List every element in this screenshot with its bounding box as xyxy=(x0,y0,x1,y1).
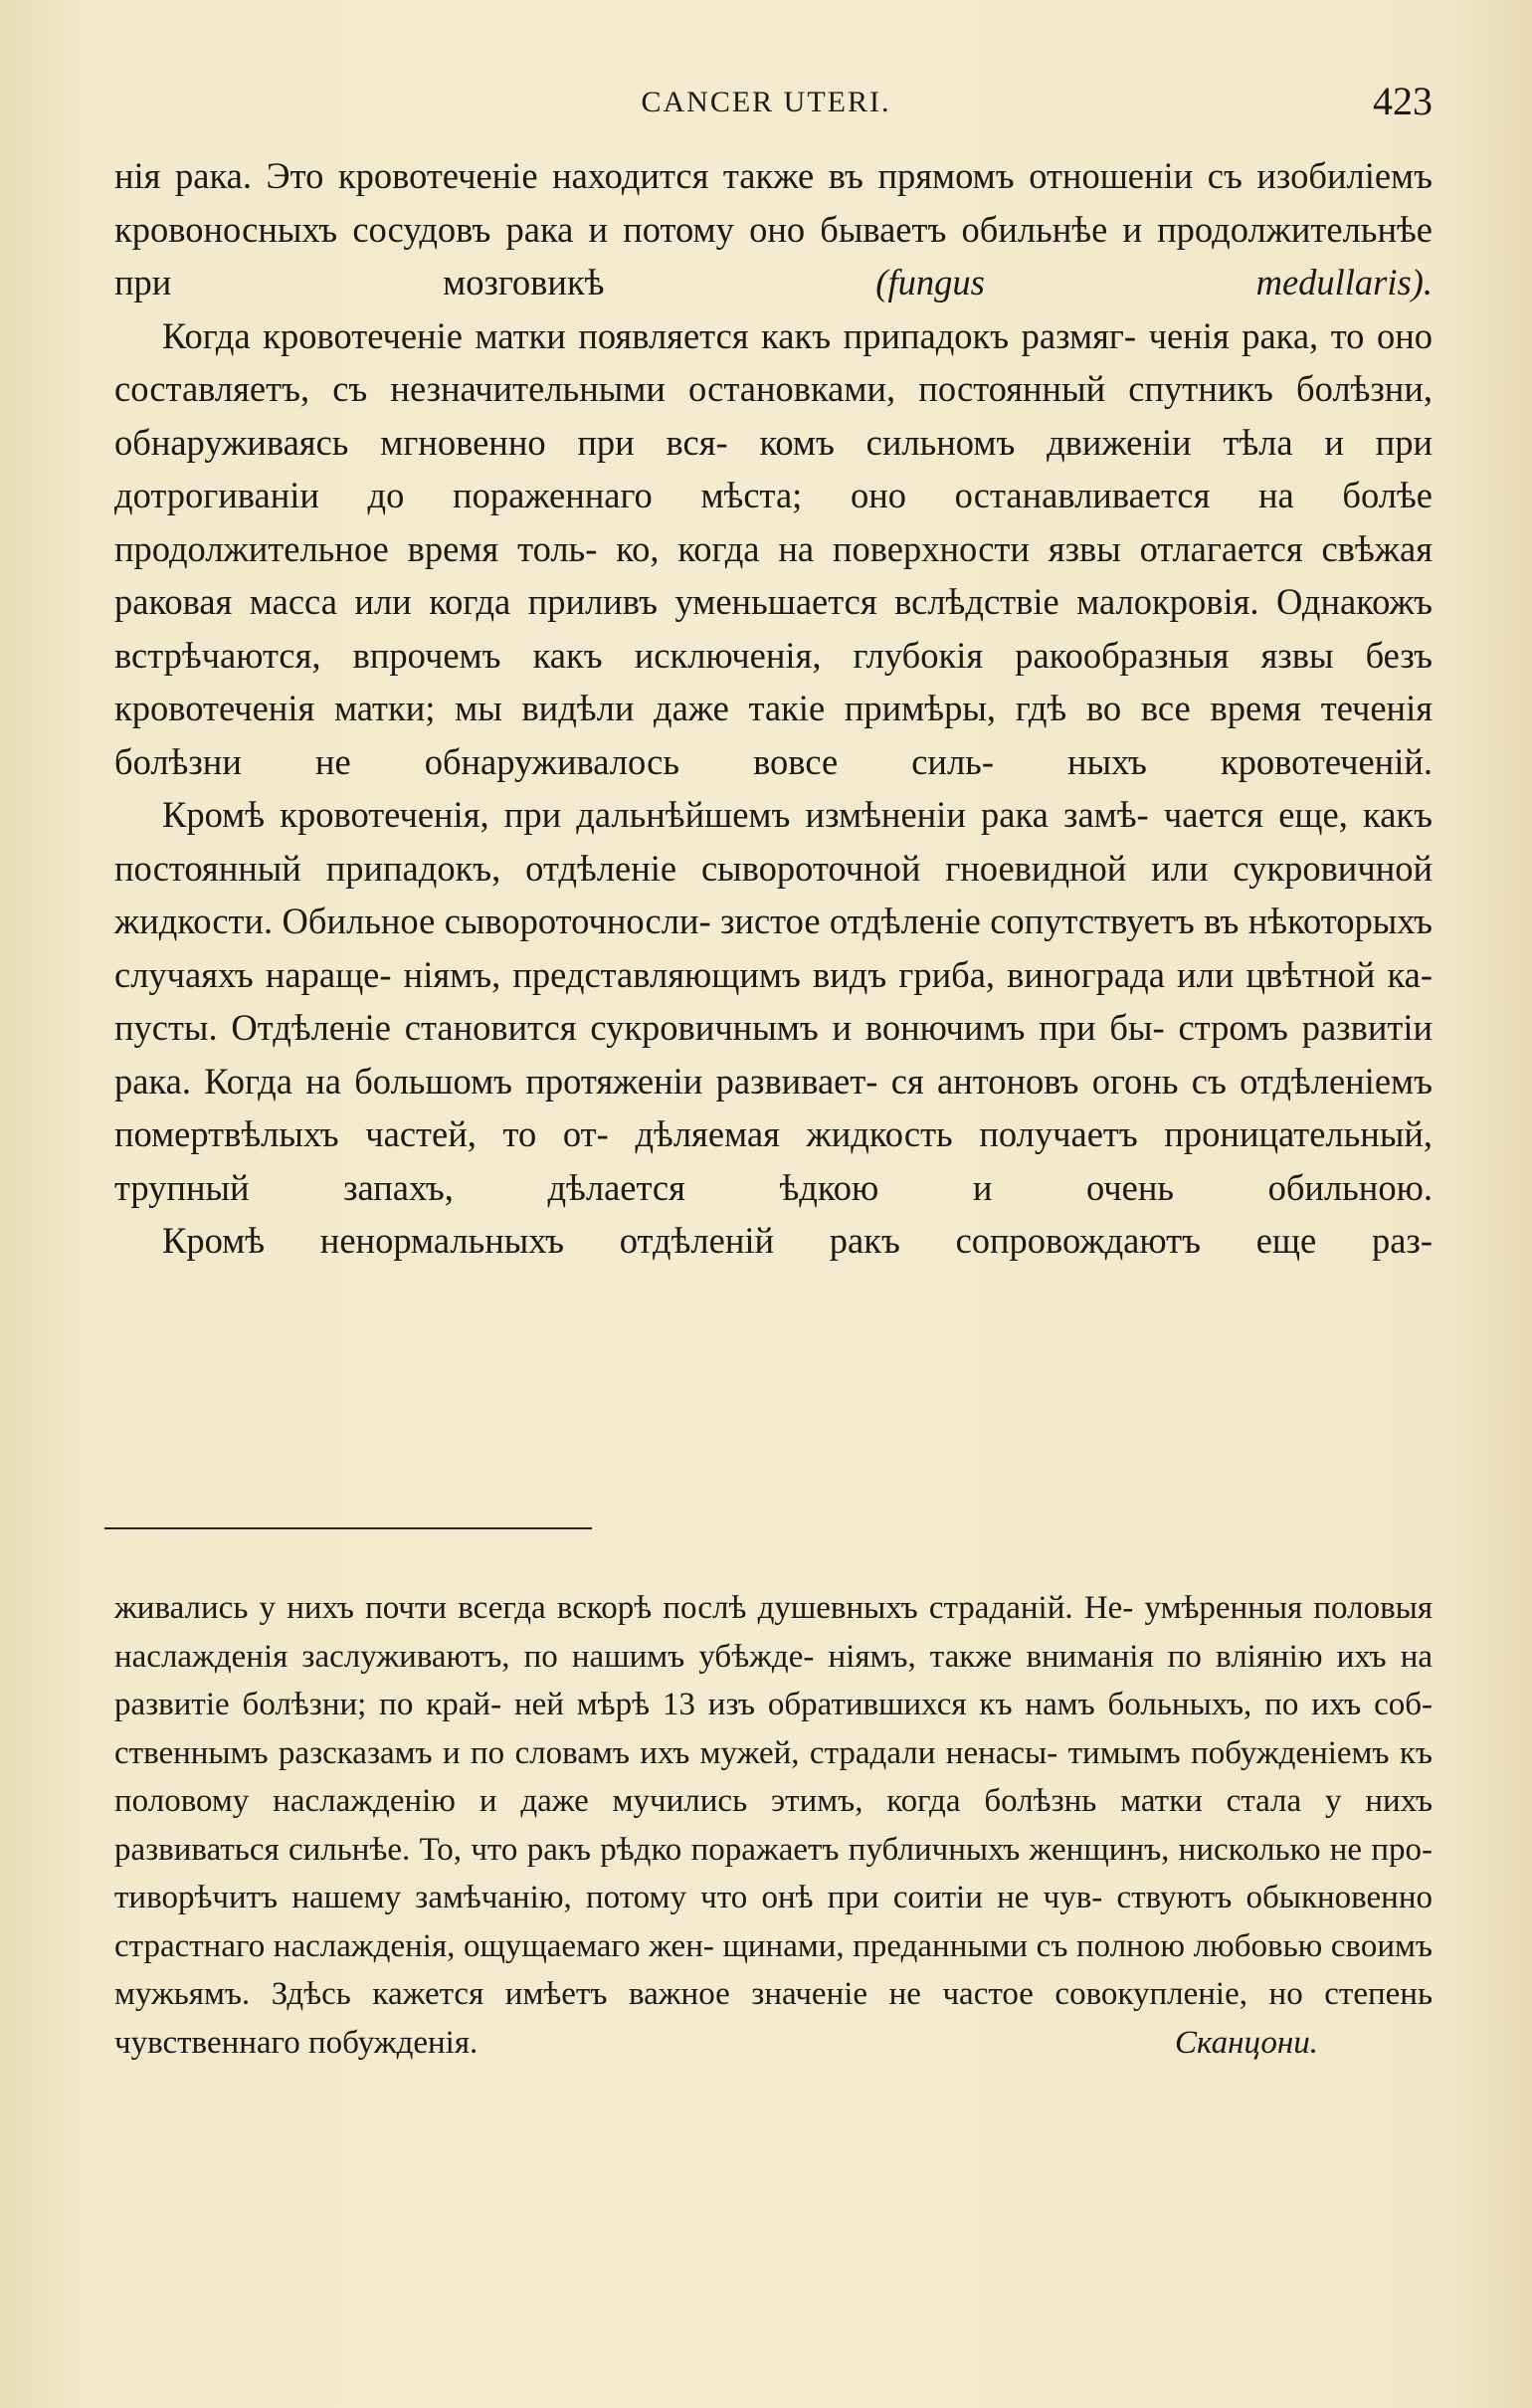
text-line: или когда приливъ уменьшается вслѣдствіе малокровія. Однакожъ xyxy=(354,581,1434,622)
text-line: стромъ развитіи рака. Когда на большомъ протяженіи развивает- xyxy=(114,1007,1433,1102)
footnote-line: ствуютъ обыкновенно страстнаго наслажденія, ощущаемаго жен- xyxy=(114,1880,1433,1964)
footnote-line: умѣренныя половыя наслажденія заслуживаютъ, по нашимъ убѣжде- xyxy=(114,1590,1434,1675)
text-line: Кромѣ ненормальныхъ отдѣленій ракъ сопровождаютъ еще раз- xyxy=(162,1220,1433,1261)
paragraph-continuation xyxy=(114,149,1433,309)
text-line: мѣста; оно останавливается на болѣе продолжительное время толь- xyxy=(114,475,1433,569)
footnote-line: что ракъ рѣдко поражаетъ публичныхъ женщинъ, нисколько не про- xyxy=(471,1831,1434,1868)
footnote-line: тиворѣчитъ нашему замѣчанію, потому что онѣ при соитіи не чув- xyxy=(114,1880,1103,1915)
footnote-line: этимъ, когда болѣзнь матки стала у нихъ развиваться сильнѣе. То, xyxy=(114,1783,1434,1868)
text-line: ченія рака, то оно составляетъ, съ незначительными остановками, xyxy=(114,314,1434,409)
paragraph-discharge xyxy=(114,788,1433,1214)
footnote-line: чувственнаго побужденія. xyxy=(114,2024,479,2061)
text-line: съ изобиліемъ кровоносныхъ сосудовъ рака и потому оно бываетъ xyxy=(114,155,1434,250)
footnote-line: щинами, преданными съ полною любовью своимъ мужьямъ. Здѣсь xyxy=(114,1927,1433,2012)
text-line: Кромѣ кровотеченія, при дальнѣйшемъ измѣненіи рака замѣ- xyxy=(162,794,1149,835)
paragraph-continues xyxy=(114,1214,1433,1268)
footnote xyxy=(114,1584,1433,2067)
text-line: зистое отдѣленіе сопутствуетъ въ нѣкоторыхъ случаяхъ наращe- xyxy=(114,901,1433,995)
text-line: ныхъ кровотеченій. xyxy=(1067,740,1434,782)
footnote-author-signature: Сканцони. xyxy=(1174,2024,1318,2061)
main-text xyxy=(114,149,1433,1268)
text-line: комъ сильномъ движеніи тѣла и при дотрогиваніи до пораженнаго xyxy=(114,421,1433,515)
text-line: встрѣчаются, впрочемъ какъ исключенія, глубокія ракообразныя xyxy=(114,634,1230,676)
text-line: постоянный спутникъ болѣзни, обнаруживаясь мгновенно при вся- xyxy=(114,368,1434,463)
footnote-line: ственнымъ разсказамъ и по словамъ ихъ мужей, страдали ненасы- xyxy=(114,1734,1058,1771)
footnote-line: живались у нихъ почти всегда вскорѣ послѣ душевныхъ страданій. Не- xyxy=(114,1590,1134,1626)
text-line: пусты. Отдѣленіе становится сукровичнымъ и вонючимъ при бы- xyxy=(114,1007,1165,1048)
running-head xyxy=(0,78,1532,127)
footnote-divider xyxy=(104,1527,592,1529)
footnote-last-line xyxy=(114,2019,1433,2068)
text-line: дѣляемая жидкость получаетъ проницательный, трупный запахъ, xyxy=(114,1113,1433,1208)
text-line: гдѣ во все время теченія болѣзни не обнаруживалось вовсе силь- xyxy=(114,688,1434,782)
running-title: CANCER UTERI. xyxy=(641,86,891,118)
text-line: гноевидной или сукровичной жидкости. Обильное сывороточносли- xyxy=(114,847,1434,941)
text-line: нія рака. Это кровотеченіе находится также въ прямомъ отношеніи xyxy=(114,155,1194,196)
footnote-line: ней мѣрѣ 13 изъ обратившихся къ намъ больныхъ, по ихъ соб- xyxy=(513,1687,1433,1722)
text-line: Когда кровотеченіе матки появляется какъ припадокъ размяг- xyxy=(162,314,1137,356)
footnote-paragraph xyxy=(114,1584,1433,2019)
text-line: обильнѣе и продолжительнѣе при мозговикѣ xyxy=(114,208,1433,302)
page-number: 423 xyxy=(1373,79,1433,123)
footnote-line: кажется имѣетъ важное значеніе не частое совокупленіе, но степень xyxy=(372,1976,1433,2012)
text-line: язвы безъ кровотеченія матки; мы видѣли даже такіе примѣры, xyxy=(114,634,1433,728)
footnote-line: тимымъ побужденіемъ къ половому наслажденію и даже мучились xyxy=(114,1734,1433,1819)
text-line: ся антоновъ огонь съ отдѣленіемъ помертвѣлыхъ частей, то от- xyxy=(114,1060,1433,1154)
footnote-line: ніямъ, также вниманія по вліянію ихъ на развитіе болѣзни; по край- xyxy=(114,1638,1434,1722)
paragraph-bleeding xyxy=(114,309,1433,789)
latin-term: (fungus medullaris). xyxy=(875,262,1434,302)
text-line: дѣлается ѣдкою и очень обильною. xyxy=(547,1166,1433,1208)
text-line: ніямъ, представляющимъ видъ гриба, винограда или цвѣтной ка- xyxy=(403,953,1433,995)
text-line: чается еще, какъ постоянный припадокъ, отдѣленіе сывороточной xyxy=(114,794,1433,889)
text-line: ко, когда на поверхности язвы отлагается свѣжая раковая масса xyxy=(114,527,1433,622)
